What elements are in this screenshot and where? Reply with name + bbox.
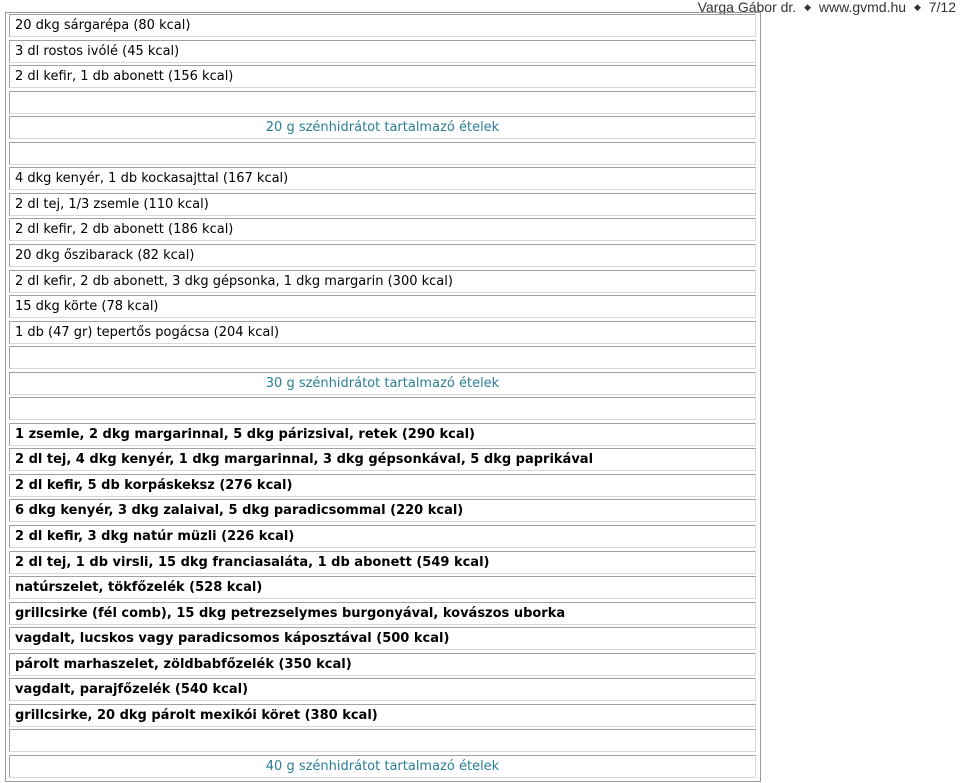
- table-row: vagdalt, parajfőzelék (540 kcal): [9, 678, 756, 701]
- section-heading: 30 g szénhidrátot tartalmazó ételek: [9, 372, 756, 395]
- page-number: 7/12: [928, 0, 956, 15]
- food-list-table: [5, 12, 761, 782]
- table-row: 20 dkg őszibarack (82 kcal): [9, 244, 756, 267]
- table-row: 4 dkg kenyér, 1 db kockasajttal (167 kcal): [9, 167, 756, 190]
- table-row: 2 dl kefir, 5 db korpáskeksz (276 kcal): [9, 474, 756, 497]
- table-row: 2 dl tej, 1 db virsli, 15 dkg franciasaláta, 1 db abonett (549 kcal): [9, 551, 756, 574]
- table-row: natúrszelet, tökfőzelék (528 kcal): [9, 576, 756, 599]
- diamond-separator-icon: ◆: [913, 2, 921, 12]
- empty-row: [9, 729, 756, 752]
- table-row: 2 dl kefir, 2 db abonett, 3 dkg gépsonka, 1 dkg margarin (300 kcal): [9, 270, 756, 293]
- table-row: 1 zsemle, 2 dkg margarinnal, 5 dkg párizsival, retek (290 kcal): [9, 423, 756, 446]
- table-row: 2 dl kefir, 1 db abonett (156 kcal): [9, 65, 756, 88]
- table-row: 2 dl kefir, 2 db abonett (186 kcal): [9, 218, 756, 241]
- table-row: 20 dkg sárgarépa (80 kcal): [9, 14, 756, 37]
- table-row: 15 dkg körte (78 kcal): [9, 295, 756, 318]
- table-row: 2 dl tej, 4 dkg kenyér, 1 dkg margarinnal, 3 dkg gépsonkával, 5 dkg paprikával: [9, 448, 756, 471]
- section-heading: 40 g szénhidrátot tartalmazó ételek: [9, 755, 756, 778]
- diamond-separator-icon: ◆: [804, 2, 811, 12]
- table-row: vagdalt, lucskos vagy paradicsomos káposztával (500 kcal): [9, 627, 756, 650]
- table-row: 2 dl kefir, 3 dkg natúr müzli (226 kcal): [9, 525, 756, 548]
- table-row: 6 dkg kenyér, 3 dkg zalaival, 5 dkg paradicsommal (220 kcal): [9, 499, 756, 522]
- empty-row: [9, 397, 756, 420]
- table-row: 2 dl tej, 1/3 zsemle (110 kcal): [9, 193, 756, 216]
- table-row: párolt marhaszelet, zöldbabfőzelék (350 kcal): [9, 653, 756, 676]
- empty-row: [9, 91, 756, 114]
- empty-row: [9, 142, 756, 165]
- table-row: grillcsirke, 20 dkg párolt mexikói köret (380 kcal): [9, 704, 756, 727]
- table-row: 1 db (47 gr) tepertős pogácsa (204 kcal): [9, 321, 756, 344]
- table-row: grillcsirke (fél comb), 15 dkg petrezselymes burgonyával, kovászos uborka: [9, 602, 756, 625]
- empty-row: [9, 346, 756, 369]
- section-heading: 20 g szénhidrátot tartalmazó ételek: [9, 116, 756, 139]
- author-name: Varga Gábor dr.: [697, 0, 797, 15]
- site-url: www.gvmd.hu: [818, 0, 907, 15]
- table-row: 3 dl rostos ivólé (45 kcal): [9, 40, 756, 63]
